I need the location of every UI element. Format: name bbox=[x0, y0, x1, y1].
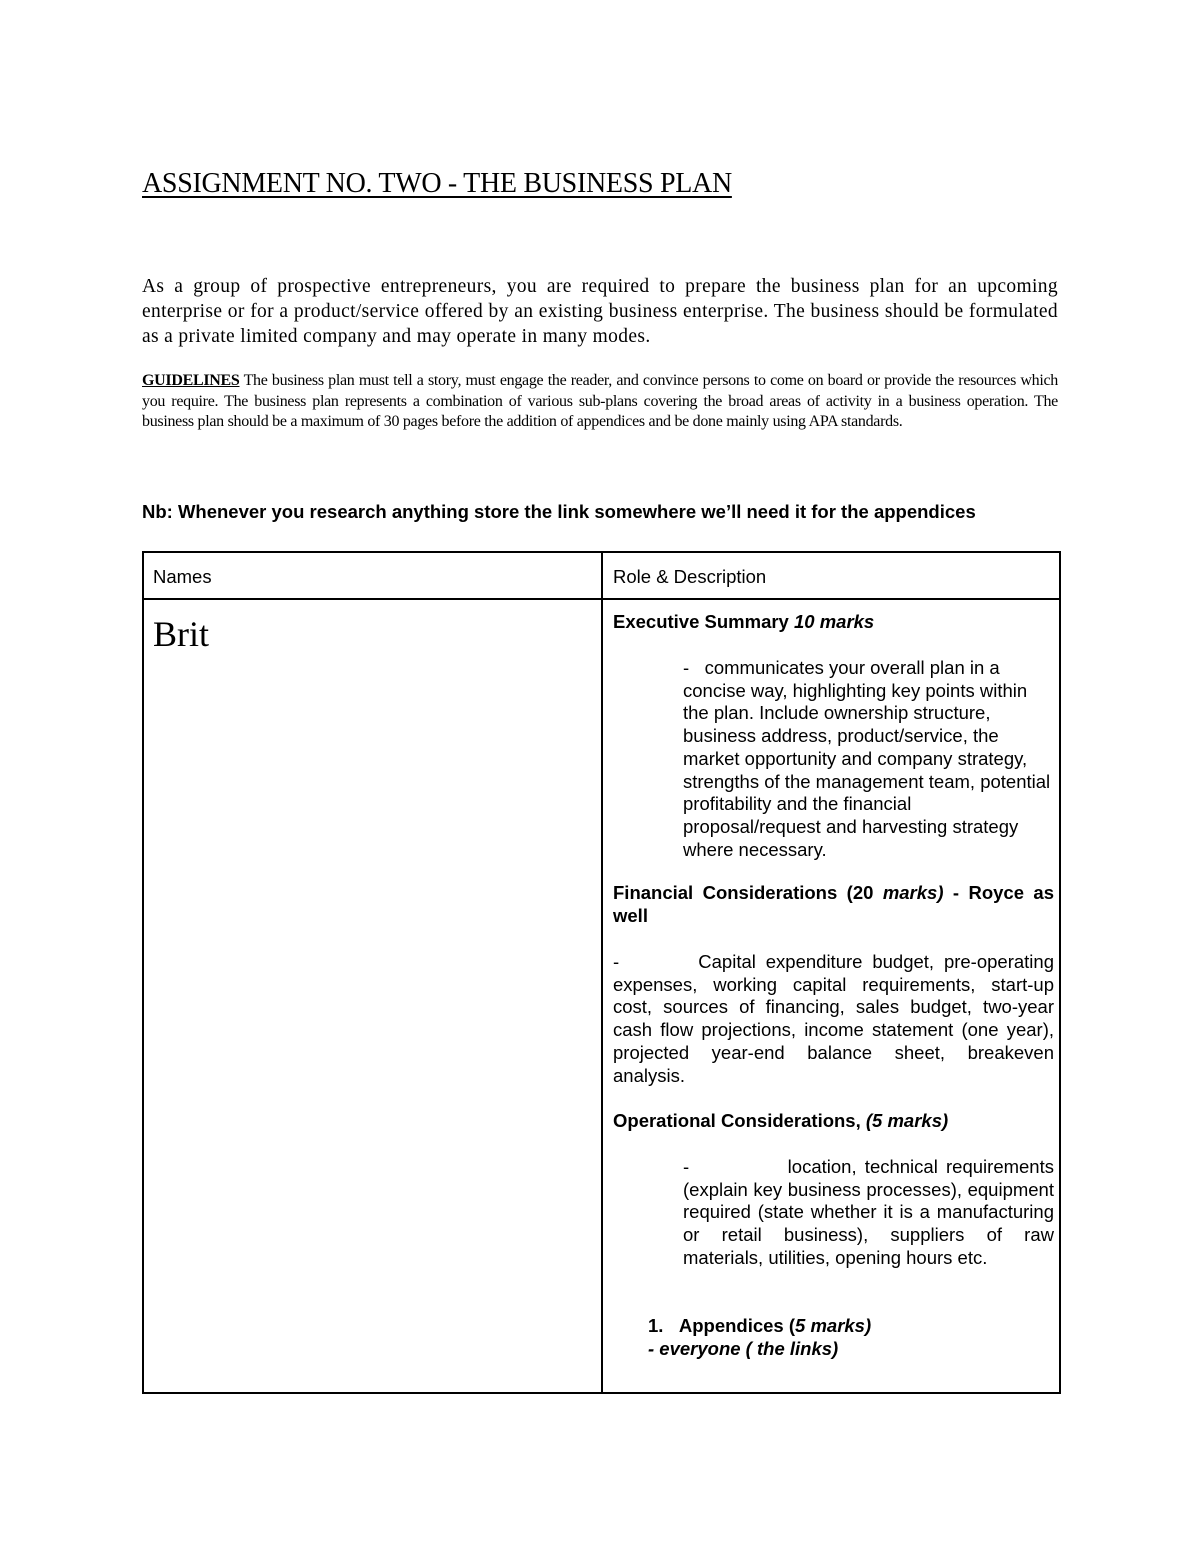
member-name: Brit bbox=[153, 614, 210, 654]
appendices-number: 1. bbox=[648, 1315, 664, 1336]
header-names: Names bbox=[153, 566, 212, 587]
note-line: Nb: Whenever you research anything store the link somewhere we’ll need it for the appendices bbox=[142, 501, 976, 522]
appendices-marks: 5 marks) bbox=[795, 1315, 872, 1336]
financial-considerations-heading bbox=[613, 882, 1054, 927]
intro-paragraph: As a group of prospective entrepreneurs, you are required to prepare the business plan for an upcoming enterprise or for a product/service offered by an existing business enterprise. The business should be formulated as a private limited company and may operate in many modes. bbox=[142, 276, 1058, 347]
executive-summary-marks: 10 marks bbox=[793, 611, 875, 632]
header-role-description: Role & Description bbox=[613, 566, 767, 587]
executive-summary-heading bbox=[613, 611, 874, 634]
executive-dash: - bbox=[683, 657, 690, 678]
financial-note: - Royce as well bbox=[613, 882, 1054, 926]
guidelines-text: The business plan must tell a story, must engage the reader, and convince persons to come on board or provide the resources which you require. The business plan represents a combination of various sub-plans covering the broad areas of activity in a business operation. The business plan should be a maximum of 30 pages before the addition of appendices and be done mainly using APA standards. bbox=[142, 372, 1058, 430]
page-title: ASSIGNMENT NO. TWO - THE BUSINESS PLAN bbox=[142, 168, 732, 199]
operational-considerations-description: - location, technical requirements (explain key business processes), equipment required (state whether it is a manufacturing or retail business), suppliers of raw materials, utilities, opening hours etc. bbox=[683, 1156, 1060, 1268]
appendices-list-item bbox=[648, 1315, 871, 1338]
operational-title: Operational Considerations, bbox=[613, 1110, 866, 1131]
column-divider bbox=[601, 553, 603, 1392]
financial-considerations-description: - Capital expenditure budget, pre-operating expenses, working capital requirements, start-up cost, sources of financing, sales budget, two-year cash flow projections, income statement (one year), projected year-end balance sheet, breakeven analysis. bbox=[613, 951, 1060, 1086]
financial-marks: marks) bbox=[882, 882, 944, 903]
appendices-title: Appendices ( bbox=[678, 1315, 796, 1336]
operational-marks: (5 marks) bbox=[865, 1110, 949, 1131]
executive-summary-title: Executive Summary bbox=[613, 611, 794, 632]
financial-title: Financial Considerations (20 bbox=[613, 882, 883, 903]
appendices-sub-line: - everyone ( the links) bbox=[648, 1338, 839, 1359]
roles-table bbox=[142, 551, 1061, 1394]
executive-text: communicates your overall plan in a concise way, highlighting key points within the plan. Include ownership structure, business address, product/service, the market opportunity and company strategy, strengths of the management team, potential profitability and the financial proposal/request and harvesting strategy where necessary. bbox=[683, 657, 1051, 860]
guidelines-paragraph bbox=[142, 371, 1058, 433]
guidelines-label: GUIDELINES bbox=[142, 372, 240, 389]
executive-summary-description bbox=[683, 657, 1053, 861]
operational-considerations-heading bbox=[613, 1110, 948, 1133]
